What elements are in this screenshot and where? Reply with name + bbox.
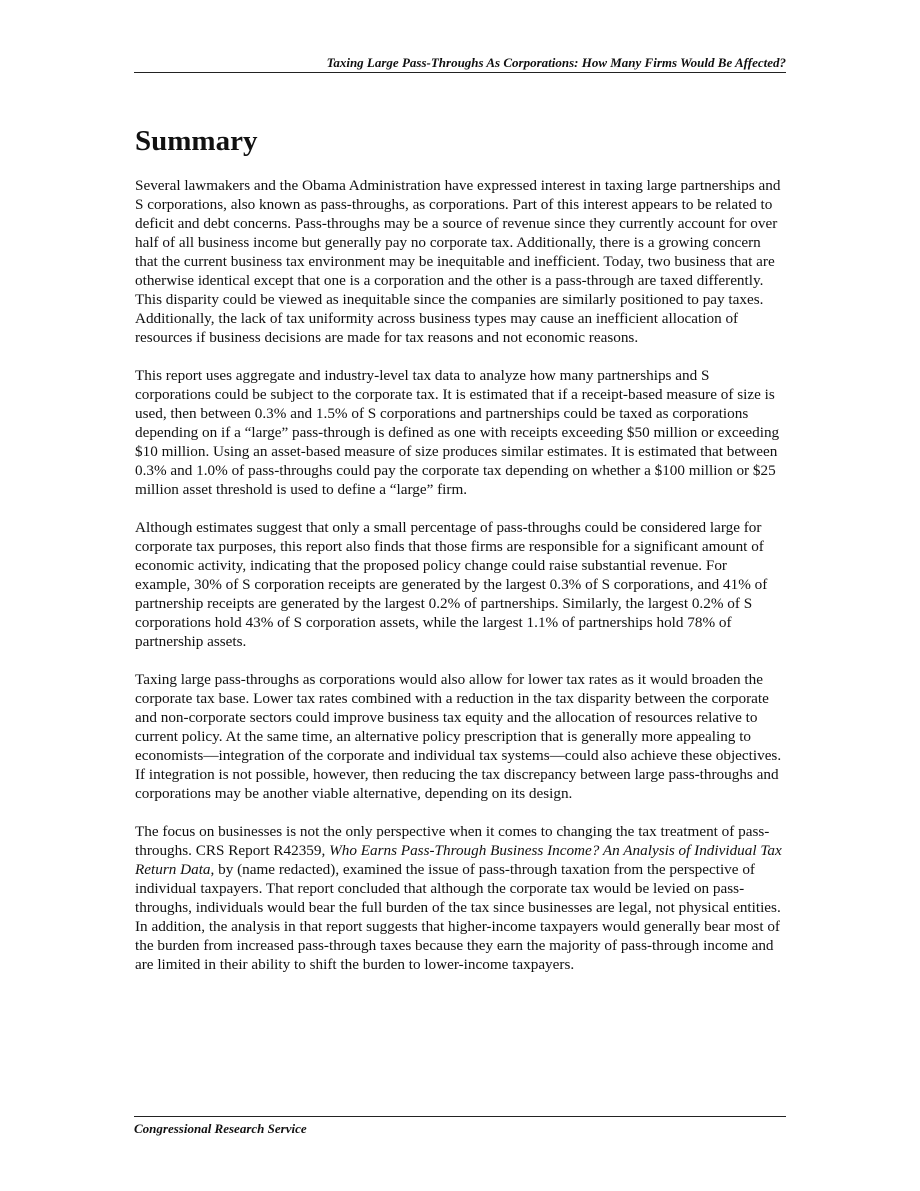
summary-body <box>135 176 786 993</box>
report-citation-title: Who Earns Pass-Through Business Income? An Analysis of Individual Tax Return Data <box>135 842 782 878</box>
summary-paragraph-4: Taxing large pass-throughs as corporations would also allow for lower tax rates as it would broaden the corporate tax base. Lower tax rates combined with a reduction in the tax disparity between the corporate and non-corporate sectors could improve business tax equity and the allocation of resources relative to current policy. At the same time, an alternative policy prescription that is generally more appealing to economists—integration of the corporate and individual tax systems—could also achieve these objectives. If integration is not possible, however, then reducing the tax discrepancy between large pass-throughs and corporations may be another viable alternative, depending on its design. <box>135 671 782 802</box>
summary-paragraph-1: Several lawmakers and the Obama Administration have expressed interest in taxing large partnerships and S corporations, also known as pass-throughs, as corporations. Part of this interest appears to be related to deficit and debt concerns. Pass-throughs may be a source of revenue since they currently account for over half of all business income but generally pay no corporate tax. Additionally, there is a growing concern that the current business tax environment may be inequitable and inefficient. Today, two business that are otherwise identical except that one is a corporation and the other is a pass-through are taxed differently. This disparity could be viewed as inequitable since the companies are similarly positioned to pay taxes. Additionally, the lack of tax uniformity across business types may cause an inefficient allocation of resources if business decisions are made for tax reasons and not economic reasons. <box>135 177 781 346</box>
paragraph-5-lead: The focus on businesses is not the only perspective when it comes to changing the tax treatment of pass-throughs. CRS Report R42359, <box>135 823 770 859</box>
summary-paragraph-3: Although estimates suggest that only a small percentage of pass-throughs could be considered large for corporate tax purposes, this report also finds that those firms are responsible for a significant amount of economic activity, indicating that the proposed policy change could raise substantial revenue. For example, 30% of S corporation receipts are generated by the largest 0.3% of S corporations, and 41% of partnership receipts are generated by the largest 0.2% of partnerships. Similarly, the largest 0.2% of S corporations hold 43% of S corporation assets, while the largest 1.1% of partnerships hold 78% of partnership assets. <box>135 519 768 650</box>
summary-paragraph-5 <box>135 822 786 974</box>
page-title: Summary <box>135 125 258 157</box>
page-footer: Congressional Research Service <box>134 1116 786 1137</box>
summary-paragraph-2: This report uses aggregate and industry-level tax data to analyze how many partnerships and S corporations could be subject to the corporate tax. It is estimated that if a receipt-based measure of size is used, then between 0.3% and 1.5% of S corporations and partnerships could be taxed as corporations depending on if a “large” pass-through is defined as one with receipts exceeding $50 million or exceeding $10 million. Using an asset-based measure of size produces similar estimates. It is estimated that between 0.3% and 1.0% of pass-throughs could pay the corporate tax depending on whether a $100 million or $25 million asset threshold is used to define a “large” firm. <box>135 367 780 498</box>
running-header: Taxing Large Pass-Throughs As Corporations: How Many Firms Would Be Affected? <box>134 55 786 73</box>
paragraph-5-rest: , by (name redacted), examined the issue of pass-through taxation from the perspective of individual taxpayers. That report concluded that although the corporate tax would be levied on pass-throughs, individuals would bear the full burden of the tax since businesses are legal, not physical entities. In addition, the analysis in that report suggests that higher-income taxpayers would generally bear most of the burden from increased pass-through taxes because they earn the majority of pass-through income and are limited in their ability to shift the burden to lower-income taxpayers. <box>135 861 781 973</box>
